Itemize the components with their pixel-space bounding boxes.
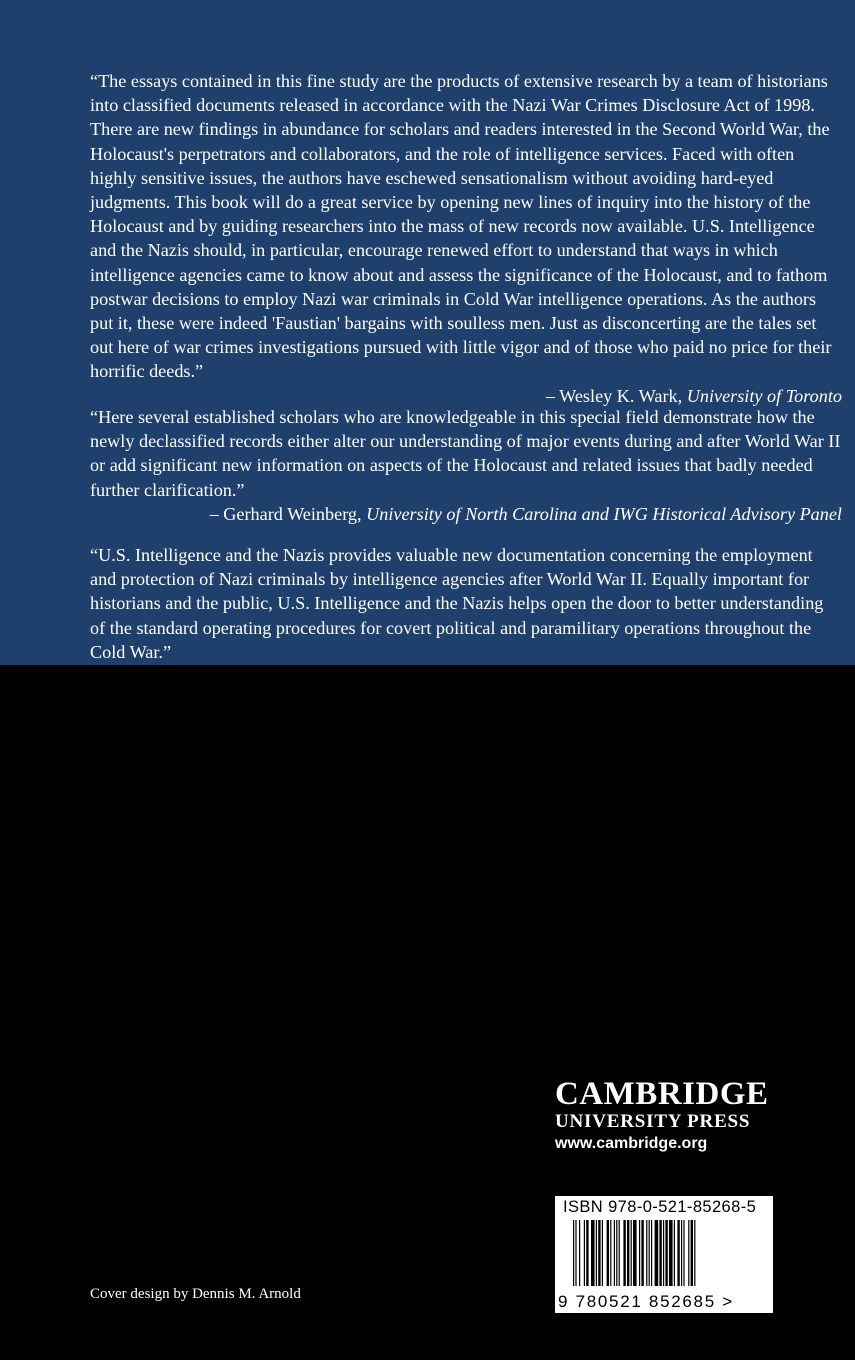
- quote-affiliation: University of Toronto: [686, 385, 842, 406]
- bio-end: .: [402, 741, 408, 762]
- barcode-stripe: [598, 1220, 600, 1286]
- bio-name: Richard Breitman: [90, 717, 232, 737]
- bio-text: was the senior research specialist for more than thirty years for the National Archives' captured German and World War II war crimes trial records, as well as for the records of the postwar occupation of Gemany and Austria. His publications include: [90, 939, 823, 1008]
- quote-text: “U.S. Intelligence and the Nazis provides valuable new documentation concerning the employment and protection of Nazi criminals by intelligence agencies after World War II. Equally important for historians and the public, U.S. Intelligence and the Nazis helps open the door to better understanding of the standard operating procedures for covert political and paramilitary operations throughout the Cold War.”: [90, 545, 824, 662]
- bio-work: The Architect of Genocide: Himmler and the Final Solution: [90, 717, 834, 762]
- barcode-stripe: [677, 1220, 679, 1286]
- barcode-stripe: [584, 1220, 585, 1286]
- quote-affiliation: University of North Carolina and IWG Historical Advisory Panel: [366, 503, 842, 524]
- barcode-stripe: [641, 1220, 643, 1286]
- bio-end: .: [425, 1011, 431, 1032]
- bio-naftali: [90, 847, 842, 920]
- quote-1: [90, 69, 842, 408]
- quote-2: [90, 405, 842, 526]
- isbn-label: ISBN 978-0-521-85268-5: [563, 1198, 757, 1216]
- barcode-stripe: [659, 1220, 661, 1286]
- barcode-stripe: [610, 1220, 611, 1286]
- barcode-stripe: [649, 1220, 650, 1286]
- cover-design-credit: Cover design by Dennis M. Arnold: [90, 1286, 301, 1302]
- quote-author: – Gerhard Weinberg,: [209, 503, 367, 524]
- barcode-stripe: [616, 1220, 617, 1286]
- publisher-name: CAMBRIDGE: [555, 1076, 769, 1112]
- quote-attribution: [90, 502, 842, 526]
- publisher-subtitle: UNIVERSITY PRESS: [555, 1111, 751, 1132]
- barcode-stripe: [575, 1220, 576, 1286]
- barcode-stripe: [602, 1220, 603, 1286]
- quote-author: – Wesley K. Wark,: [545, 385, 687, 406]
- barcode-stripe: [688, 1220, 689, 1286]
- barcode-bars: [573, 1220, 757, 1286]
- barcode-stripe: [655, 1220, 659, 1286]
- barcode-digits: 9 780521 852685 >: [558, 1292, 734, 1311]
- barcode-stripe: [665, 1220, 667, 1286]
- barcode-stripe: [573, 1220, 574, 1286]
- bio-wolfe: [90, 937, 842, 1034]
- barcode-stripe: [646, 1220, 647, 1286]
- barcode-stripe: [674, 1220, 675, 1286]
- barcode-stripe: [591, 1220, 595, 1286]
- quote-text: “Here several established scholars who are knowledgeable in this special field demonstrate how the newly declassified records either alter our understanding of major events during and after World War II or add significant new information on aspects of the Holocaust and related issues that badly needed further clarification.”: [90, 407, 841, 500]
- barcode-stripe: [619, 1220, 620, 1286]
- bio-text: is associate professor of History at Ohio University. He is the author of: [245, 783, 767, 803]
- bio-end: .: [601, 807, 607, 828]
- bio-goda: [90, 781, 842, 829]
- bio-work: Tomorrow the Word: Hitler, Northwest Africa and the Path to America: [90, 807, 602, 828]
- barcode-stripe: [639, 1220, 640, 1286]
- publisher-logo: [555, 1077, 785, 1155]
- bio-work: Americans as Proconsuls: U.S. Military Government in Germany and Japan, 1944 -52: [90, 987, 825, 1032]
- publisher-url: www.cambridge.org: [555, 1135, 708, 1152]
- bio-name: Norman J. W. Goda: [90, 783, 246, 803]
- bio-end: .: [711, 897, 717, 918]
- praise-panel: [0, 0, 855, 665]
- barcode-stripe: [663, 1220, 664, 1286]
- bio-name: Robert Wolfe: [90, 939, 195, 959]
- barcode-stripe: [623, 1220, 625, 1286]
- barcode-stripe: [669, 1220, 673, 1286]
- bio-breitman: [90, 715, 842, 763]
- barcode-stripe: [694, 1220, 695, 1286]
- barcode-stripe: [683, 1220, 684, 1286]
- barcode-stripe: [607, 1220, 609, 1286]
- barcode-stripe: [586, 1220, 588, 1286]
- barcode-stripe: [633, 1220, 637, 1286]
- barcode-stripe: [651, 1220, 652, 1286]
- bio-text: is professor of history at American University. He is the author of: [231, 717, 718, 737]
- isbn-barcode: [555, 1196, 773, 1313]
- barcode-stripe: [579, 1220, 580, 1286]
- bio-text: Timothy Naftali is associate professor at the University of Virginia, Miller Center of Public Affairs. He directs the Presidential Recordings Program and the Kremlin Decision-Making Project and is the coauthor of: [90, 849, 839, 918]
- barcode-stripe: [681, 1220, 682, 1286]
- barcode-stripe: [614, 1220, 615, 1286]
- barcode-stripe: [627, 1220, 629, 1286]
- barcode-stripe: [691, 1220, 693, 1286]
- barcode-stripe: [631, 1220, 632, 1286]
- barcode-stripe: [596, 1220, 597, 1286]
- bio-work: “One Hell of a Gamble”: Khrushchev, Castro and Kennedy, 1958 – 1964: [177, 897, 712, 918]
- quote-text: “The essays contained in this fine study are the products of extensive research by a team of historians into classified documents released in accordance with the Nazi War Crimes Disclosure Act of 1998. There are new findings in abundance for scholars and readers interested in the Second World War, the Holocaust's perpetrators and collaborators, and the role of intelligence services. Faced with often highly sensitive issues, the authors have eschewed sensationalism without avoiding hard-eyed judgments. This book will do a great service by opening new lines of inquiry into the history of the Holocaust and by guiding researchers into the mass of new records now available. U.S. Intelligence and the Nazis should, in particular, encourage renewed effort to understand that ways in which intelligence agencies came to know about and assess the significance of the Holocaust, and to fathom postwar decisions to employ Nazi war criminals in Cold War intelligence operations. As the authors put it, these were indeed 'Faustian' bargains with soulless men. Just as disconcerting are the tales set out here of war crimes investigations pursued with little vigor and of those who paid no price for their horrific deeds.”: [90, 71, 832, 382]
